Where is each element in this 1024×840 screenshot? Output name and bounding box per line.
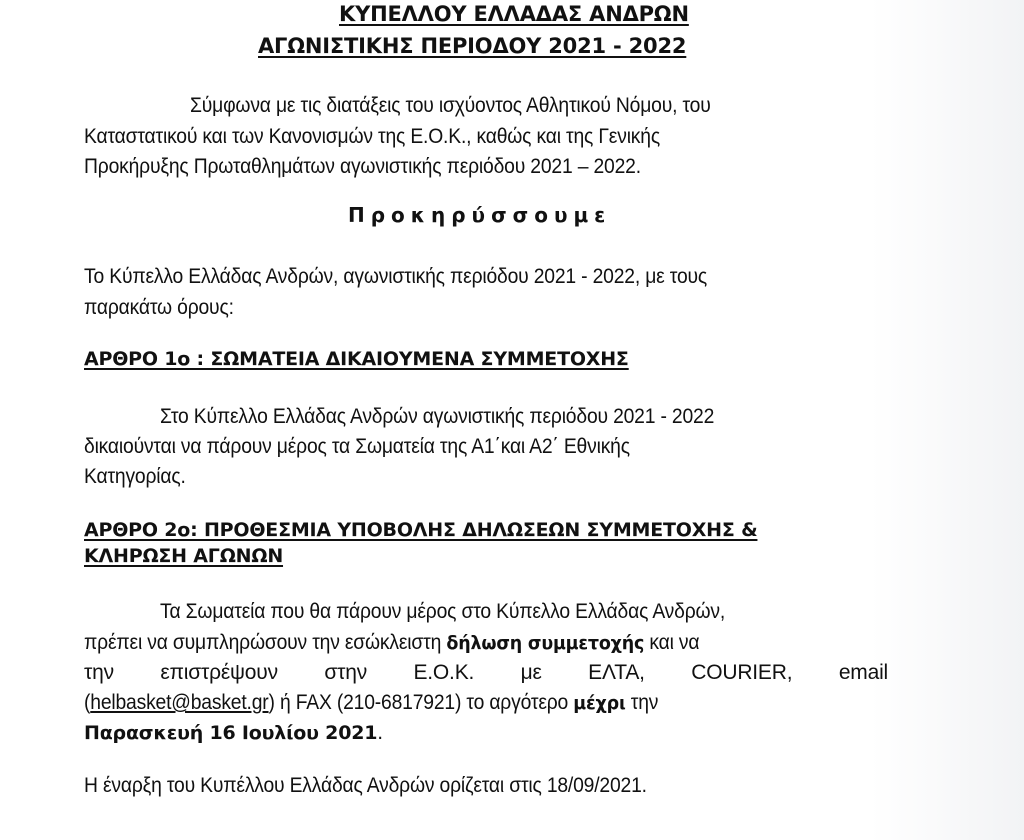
article2-line-5 bbox=[84, 721, 383, 745]
word: Ε.Ο.Κ. bbox=[413, 661, 475, 684]
deadline-emphasis: μέχρι bbox=[573, 692, 626, 714]
word: ΕΛΤΑ, bbox=[588, 661, 645, 684]
article2-line-3 bbox=[84, 661, 888, 685]
deadline-date: Παρασκευή 16 Ιουλίου 2021 bbox=[84, 722, 378, 744]
preamble-line-1: Το Κύπελλο Ελλάδας Ανδρών, αγωνιστικής περιόδου 2021 - 2022, με τους bbox=[84, 265, 708, 288]
article2-line-2-text-b: και να bbox=[644, 631, 700, 654]
word: COURIER, bbox=[691, 661, 793, 684]
document-title-line2: ΑΓΩΝΙΣΤΙΚΗΣ ΠΕΡΙΟΔΟΥ 2021 - 2022 bbox=[258, 34, 687, 58]
article2-line-2 bbox=[84, 631, 699, 655]
article2-line-4 bbox=[84, 691, 658, 715]
article2-heading-line2: ΚΛΗΡΩΣΗ ΑΓΩΝΩΝ bbox=[84, 545, 284, 567]
announcement-heading: Προκηρύσσουμε bbox=[348, 203, 612, 227]
email-link[interactable]: helbasket@basket.gr bbox=[90, 691, 269, 714]
article1-heading: ΑΡΘΡΟ 1ο : ΣΩΜΑΤΕΙΑ ΔΙΚΑΙΟΥΜΕΝΑ ΣΥΜΜΕΤΟΧΗΣ bbox=[84, 348, 629, 370]
word: επιστρέψουν bbox=[160, 661, 278, 684]
closing-line: Η έναρξη του Κυπέλλου Ελλάδας Ανδρών ορίζεται στις 18/09/2021. bbox=[84, 774, 647, 797]
paren-open: ( bbox=[84, 691, 91, 714]
article1-line-3: Κατηγορίας. bbox=[84, 465, 186, 488]
word: την bbox=[84, 661, 114, 684]
article2-line-1: Τα Σωματεία που θα πάρουν μέρος στο Κύπελλο Ελλάδας Ανδρών, bbox=[160, 600, 726, 623]
article1-line-2: δικαιούνται να πάρουν μέρος τα Σωματεία της Α1΄και Α2΄ Εθνικής bbox=[84, 435, 630, 458]
article1-line-1: Στο Κύπελλο Ελλάδας Ανδρών αγωνιστικής περιόδου 2021 - 2022 bbox=[160, 405, 715, 428]
article2-line-2-text-a: πρέπει να συμπληρώσουν την εσώκλειστη bbox=[84, 631, 447, 654]
intro-line-2: Καταστατικού και των Κανονισμών της Ε.Ο.Κ., καθώς και της Γενικής bbox=[84, 125, 660, 148]
article2-line-4-end: την bbox=[625, 691, 659, 714]
word: στην bbox=[324, 661, 367, 684]
intro-line-3: Προκήρυξης Πρωταθλημάτων αγωνιστικής περιόδου 2021 – 2022. bbox=[84, 155, 641, 178]
article2-heading-line1: ΑΡΘΡΟ 2ο: ΠΡΟΘΕΣΜΙΑ ΥΠΟΒΟΛΗΣ ΔΗΛΩΣΕΩΝ ΣΥΜΜΕΤΟΧΗΣ & bbox=[84, 519, 758, 541]
participation-form-emphasis: δήλωση συμμετοχής bbox=[446, 632, 645, 654]
document-title-line1: ΚΥΠΕΛΛΟΥ ΕΛΛΑΔΑΣ ΑΝΔΡΩΝ bbox=[339, 2, 689, 26]
preamble-line-2: παρακάτω όρους: bbox=[84, 296, 234, 319]
period: . bbox=[377, 721, 383, 744]
word: με bbox=[520, 661, 542, 684]
intro-line-1: Σύμφωνα με τις διατάξεις του ισχύοντος Αθλητικού Νόμου, του bbox=[190, 94, 711, 117]
word: email bbox=[838, 661, 888, 684]
article2-line-4-text: ) ή FAX (210-6817921) το αργότερο bbox=[268, 691, 574, 714]
